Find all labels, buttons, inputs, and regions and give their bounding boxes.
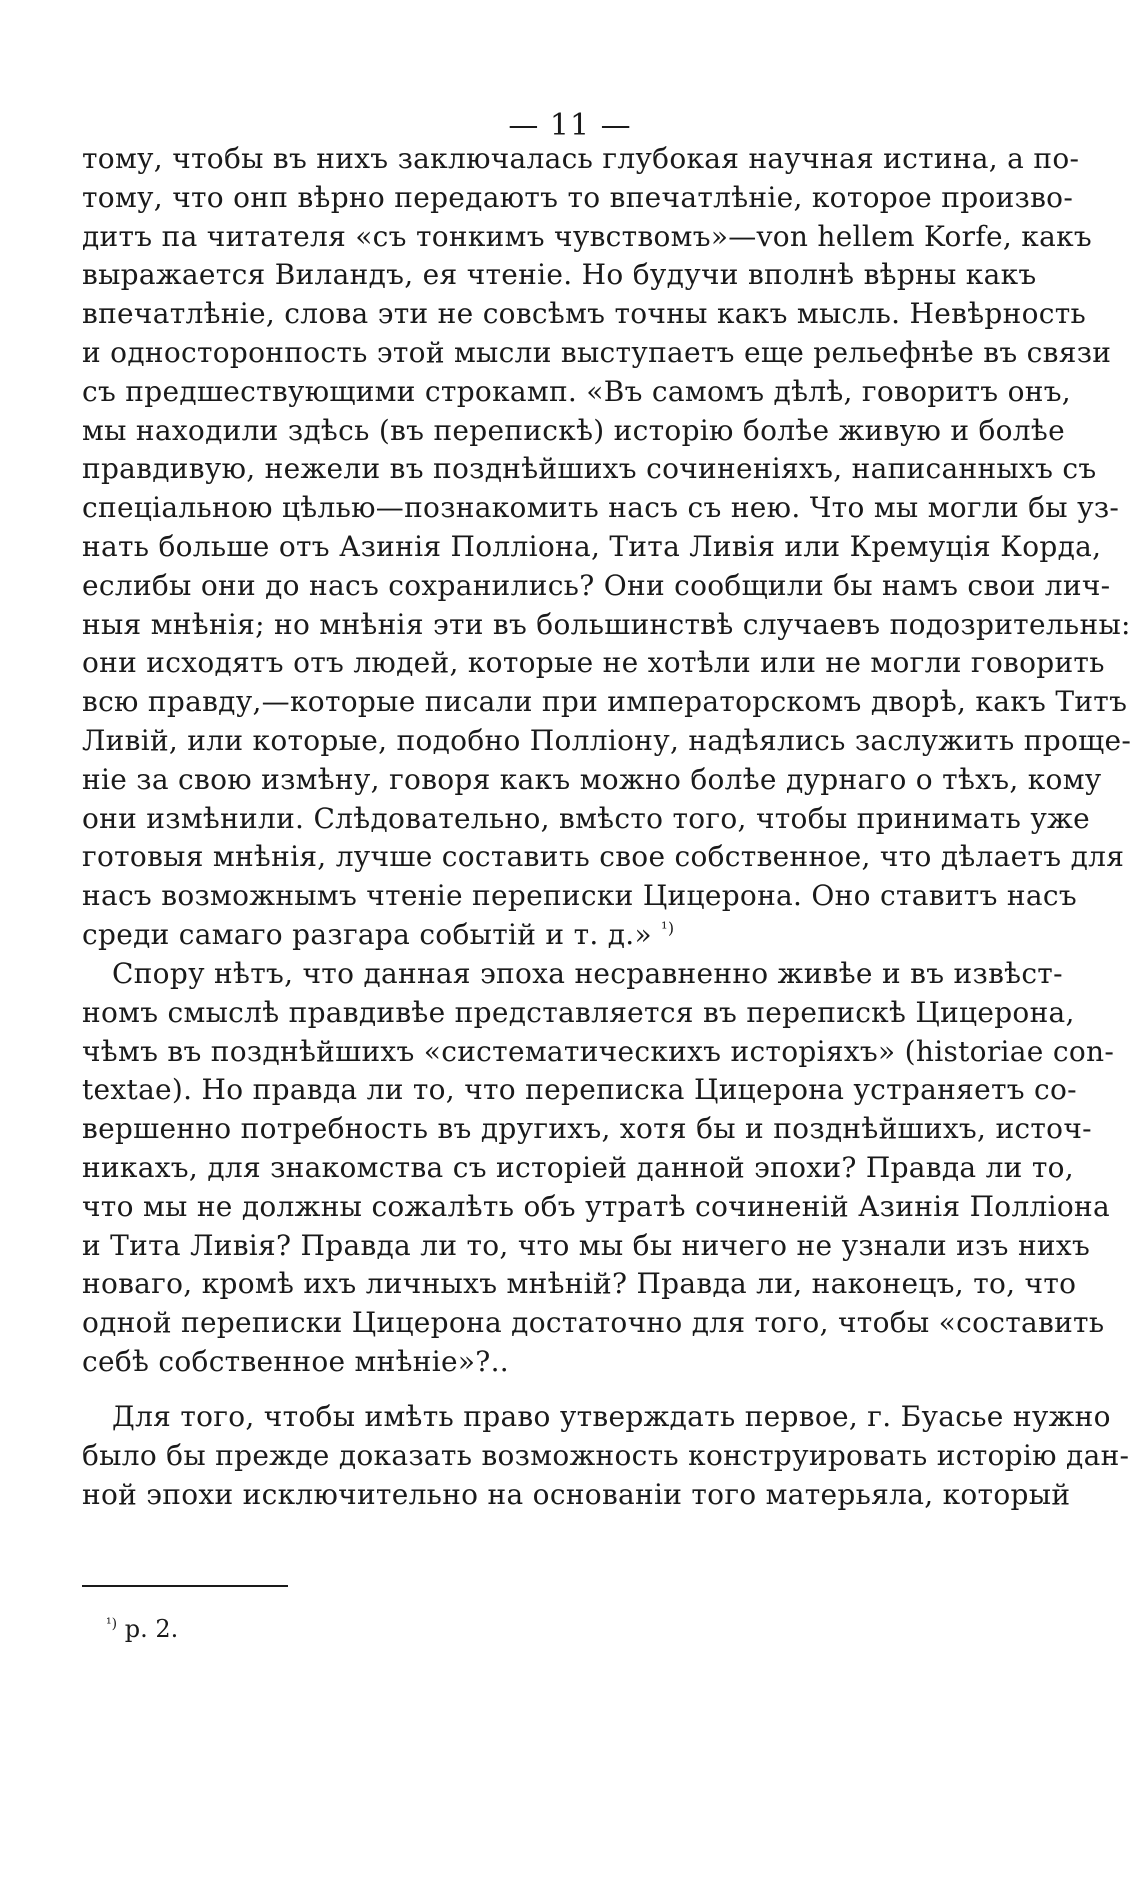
text-line: они измѣнили. Слѣдовательно, вмѣсто того, чтобы принимать уже: [82, 801, 1091, 835]
text-line-last: [82, 916, 1014, 955]
text-line: и Тита Ливія? Правда ли то, что мы бы ничего не узнали изъ нихъ: [82, 1228, 1091, 1262]
text-line: выражается Виландъ, ея чтеніе. Но будучи вполнѣ вѣрны какъ: [82, 258, 1037, 292]
text-line: впечатлѣніе, слова эти не совсѣмъ точны какъ мысль. Невѣрность: [82, 297, 1087, 331]
text-line: дитъ па читателя «съ тонкимъ чувствомъ»—von hellem Korfe, какъ: [82, 219, 1092, 253]
text-line: и односторонпость этой мысли выступаетъ еще рельефнѣе въ связи: [82, 335, 1112, 369]
text-line: было бы прежде доказать возможность конструировать исторію дан-: [82, 1438, 1130, 1472]
text-line: еслибы они до насъ сохранились? Они сообщили бы намъ свои лич-: [82, 568, 1111, 602]
text-line: чѣмъ въ позднѣйшихъ «систематическихъ исторіяхъ» (historiae con-: [82, 1034, 1115, 1068]
text-line: мы находили здѣсь (въ перепискѣ) исторію болѣе живую и болѣе: [82, 413, 1065, 447]
text-line: textae). Но правда ли то, что переписка Цицерона устраняетъ со-: [82, 1073, 1077, 1107]
text-line: они исходятъ отъ людей, которые не хотѣли или не могли говорить: [82, 646, 1105, 680]
text-line: тому, что онп вѣрно передаютъ то впечатлѣніе, которое произво-: [82, 180, 1074, 214]
text-line: что мы не должны сожалѣть объ утратѣ сочиненій Азинія Полліона: [82, 1189, 1110, 1223]
text-line: нать больше отъ Азинія Полліона, Тита Ливія или Кремуція Корда,: [82, 529, 1102, 563]
text-line: среди самаго разгара событій и т. д.»: [82, 917, 652, 951]
text-line: ныя мнѣнія; но мнѣнія эти въ большинствѣ случаевъ подозрительны:: [82, 607, 1131, 641]
text-line: себѣ собственное мнѣніе»?..: [82, 1344, 510, 1378]
text-line: вершенно потребность въ другихъ, хотя бы и позднѣйшихъ, источ-: [82, 1112, 1092, 1146]
text-line: новаго, кромѣ ихъ личныхъ мнѣній? Правда ли, наконецъ, то, что: [82, 1267, 1077, 1301]
footnote: [106, 1614, 178, 1644]
text-line: одной переписки Цицерона достаточно для того, чтобы «составить: [82, 1306, 1105, 1340]
text-line: номъ смыслѣ правдивѣе представляется въ перепискѣ Цицерона,: [82, 995, 1075, 1029]
text-line: ной эпохи исключительно на основаніи того матерьяла, который: [82, 1477, 1071, 1511]
text-line: Ливій, или которые, подобно Полліону, надѣялись заслужить проще-: [82, 723, 1132, 757]
text-line: Для того, чтобы имѣть право утверждать первое, г. Буасье нужно: [112, 1400, 1111, 1433]
text-line: всю правду,—которые писали при императорскомъ дворѣ, какъ Титъ: [82, 685, 1128, 719]
footnote-reference[interactable]: ¹): [661, 918, 675, 938]
text-line: съ предшествующими строкамп. «Въ самомъ дѣлѣ, говоритъ онъ,: [82, 374, 1072, 408]
page-number: — 11 —: [508, 108, 632, 143]
text-line: правдивую, нежели въ позднѣйшихъ сочиненіяхъ, написанныхъ съ: [82, 452, 1097, 486]
footnote-mark: ¹): [106, 1616, 118, 1632]
text-line: Спору нѣтъ, что данная эпоха несравненно живѣе и въ извѣст-: [112, 957, 1063, 990]
text-line: ніе за свою измѣну, говоря какъ можно болѣе дурнаго о тѣхъ, кому: [82, 762, 1102, 796]
text-line: насъ возможнымъ чтеніе переписки Цицерона. Оно ставитъ насъ: [82, 879, 1077, 913]
footnote-divider: [82, 1585, 288, 1587]
paragraph-2: [82, 955, 1115, 1382]
paragraph-3: [82, 1398, 1130, 1514]
text-line: тому, чтобы въ нихъ заключалась глубокая научная истина, а по-: [82, 142, 1080, 175]
paragraph-1: [82, 140, 1132, 955]
text-line: готовыя мнѣнія, лучше составить свое собственное, что дѣлаетъ для: [82, 840, 1125, 874]
text-line: никахъ, для знакомства съ исторіей данной эпохи? Правда ли то,: [82, 1150, 1074, 1184]
text-line: спеціальною цѣлью—познакомить насъ съ нею. Что мы могли бы уз-: [82, 491, 1120, 525]
footnote-text: р. 2.: [124, 1615, 179, 1643]
